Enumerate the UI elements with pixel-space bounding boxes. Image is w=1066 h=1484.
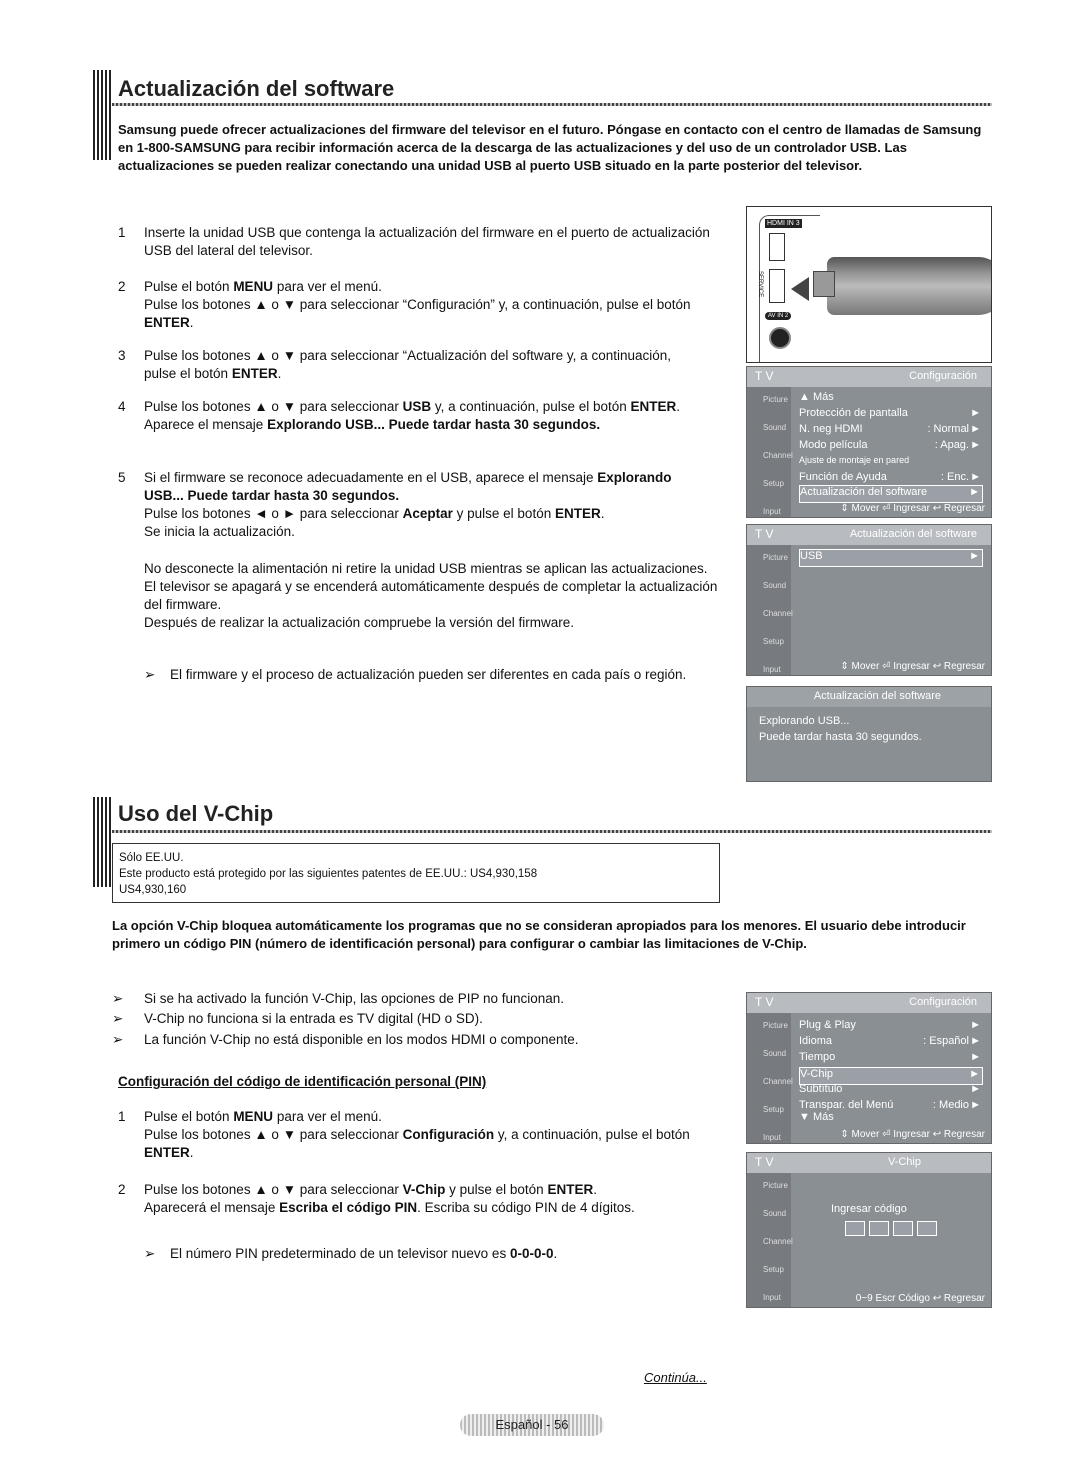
service-label: SERVICE (757, 271, 763, 298)
menu-row[interactable]: N. neg HDMI : Normal ► (799, 423, 981, 435)
pin-digit-box[interactable] (845, 1221, 865, 1236)
note-arrow-icon: ➢ (144, 667, 156, 682)
page-number-badge: Español - 56 (460, 1414, 604, 1436)
arrow-left-icon (791, 277, 809, 301)
section-rule (112, 830, 992, 833)
pin-digit-box[interactable] (893, 1221, 913, 1236)
section-intro: La opción V-Chip bloquea automáticamente los programas que no se consideran apropiados para los menores. El usuario debe introducir primero un código PIN (número de identificación personal) para configurar o cambiar las limitaciones de V-Chip. (112, 918, 966, 951)
section-marker (93, 70, 111, 160)
section-title: Uso del V-Chip (118, 801, 274, 826)
menu-row[interactable]: Protección de pantalla ► (799, 407, 981, 419)
usb-port (769, 269, 785, 303)
av-port (769, 327, 791, 349)
section-title: Actualización del software (118, 76, 395, 101)
section-rule (112, 103, 992, 106)
menu-screen-actualizacion: T V Actualización del software Picture Sound Channel Setup Input USB ► ⇕ Mover ⏎ Ingresar ↩ Regresar (746, 524, 992, 676)
hdmi-port-label: HDMI IN 3 (767, 220, 800, 227)
hdmi-port (769, 233, 785, 261)
usb-port-photo (746, 206, 992, 363)
menu-row[interactable]: ▼ Más (799, 1111, 834, 1123)
section-marker (93, 797, 111, 887)
menu-row[interactable]: Modo película : Apag. ► (799, 439, 981, 451)
continue-label: Continúa... (644, 1370, 707, 1385)
menu-row[interactable]: Tiempo ► (799, 1051, 981, 1063)
menu-row[interactable]: Subtítulo ► (799, 1083, 981, 1095)
menu-row[interactable]: ▲ Más (799, 391, 834, 403)
menu-row-selected[interactable]: V-Chip ► (799, 1067, 983, 1085)
section-intro: Samsung puede ofrecer actualizaciones del firmware del televisor en el futuro. Póngase en contacto con el centro de llamadas de Samsung en 1-800-SAMSUNG para recibir información acerca de la descarga de las actualizaciones y del uso de un controlador USB. Las actualizaciones se pueden realizar conectando una unidad USB al puerto USB situado en la parte posterior del televisor. (118, 122, 982, 173)
pin-prompt: Ingresar código (831, 1203, 907, 1215)
pin-digit-box[interactable] (869, 1221, 889, 1236)
menu-row-usb[interactable]: USB ► (799, 549, 983, 567)
menu-row[interactable]: Transpar. del Menú : Medio ► (799, 1099, 981, 1111)
patent-box: Sólo EE.UU. Este producto está protegido por las siguientes patentes de EE.UU.: US4,930,158 US4,930,160 (112, 843, 720, 903)
menu-row[interactable]: Ajuste de montaje en pared (799, 455, 910, 465)
note-arrow-icon: ➢ (112, 1011, 124, 1026)
av-in-label: AV IN 2 (765, 312, 791, 320)
menu-row-selected[interactable]: Actualización del software ► (799, 485, 983, 503)
menu-row[interactable]: Plug & Play ► (799, 1019, 981, 1031)
menu-row[interactable]: Idioma : Español ► (799, 1035, 981, 1047)
note-arrow-icon: ➢ (112, 1032, 124, 1047)
menu-screen-configuracion: T V Configuración Picture Sound Channel Setup Input ▲ Más Protección de pantalla ► N. neg HDMI : Normal ► Modo película : Apag. ► Ajuste de montaje en pared Función de Ayuda : Enc. ► Actualización del software ► ⇕ Mover ⏎ Ingresar ↩ Regresar (746, 366, 992, 518)
usb-connector (813, 271, 835, 297)
warning-paragraph: No desconecte la alimentación ni retire la unidad USB mientras se aplican las actualizaciones. El televisor se apagará y se encenderá automáticamente después de completar la actualización del firmware. Después de realizar la actualización compruebe la versión del firmware. (144, 561, 718, 630)
usb-drive (827, 257, 992, 315)
note-arrow-icon: ➢ (112, 991, 124, 1006)
pin-digit-box[interactable] (917, 1221, 937, 1236)
menu-row[interactable]: Función de Ayuda : Enc. ► (799, 471, 981, 483)
subsection-title: Configuración del código de identificación personal (PIN) (118, 1074, 487, 1089)
menu-screen-vchip-config: T V Configuración Picture Sound Channel Setup Input Plug & Play ► Idioma : Español ► Tiempo ► V-Chip ► Subtítulo ► Transpar. del Menú : Medio ► ▼ Más ⇕ Mover ⏎ Ingresar ↩ Regresar (746, 992, 992, 1144)
note-arrow-icon: ➢ (144, 1246, 156, 1261)
menu-screen-vchip-pin: T V V-Chip Picture Sound Channel Setup Input Ingresar código 0~9 Escr Código ↩ Regresar (746, 1152, 992, 1308)
message-screen: Actualización del software Explorando USB... Puede tardar hasta 30 segundos. (746, 686, 992, 782)
